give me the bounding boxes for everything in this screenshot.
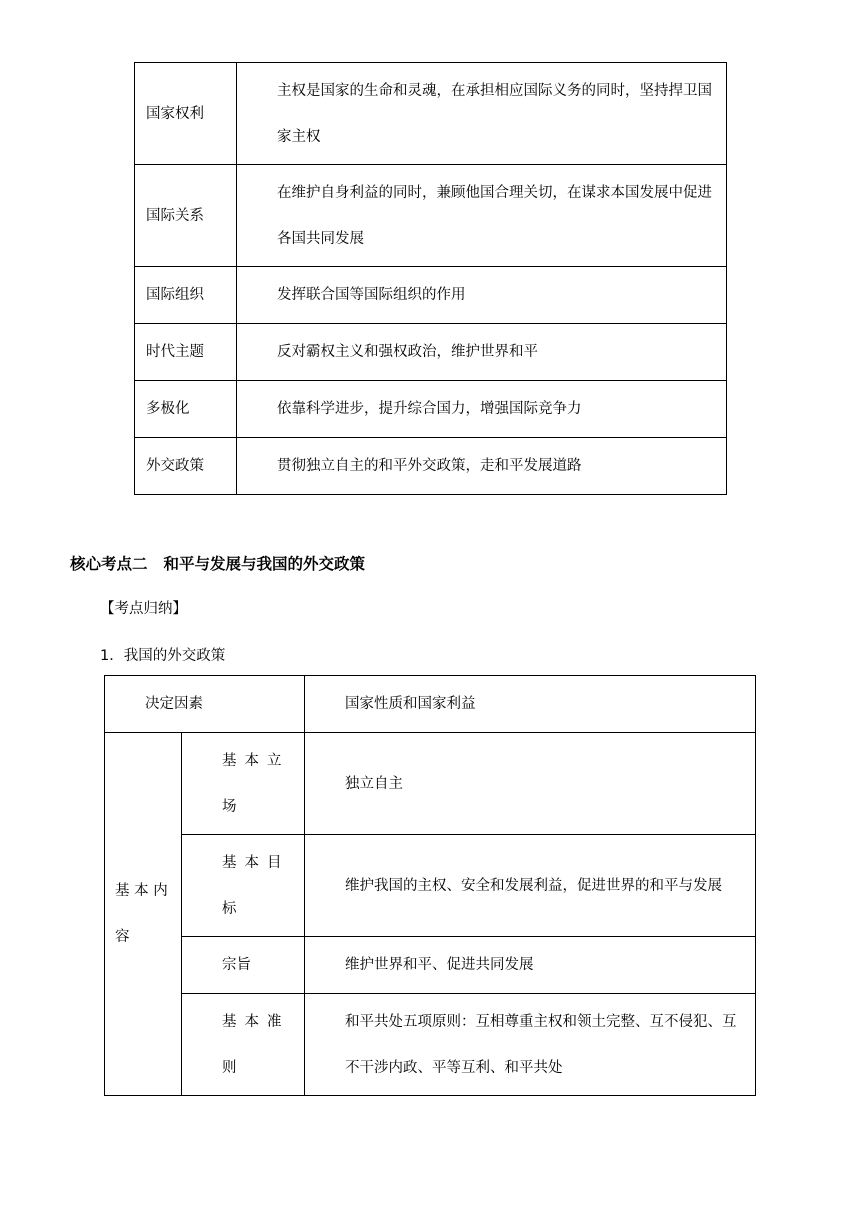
table-row xyxy=(135,438,727,495)
table-row xyxy=(105,835,756,937)
table-row xyxy=(135,63,727,165)
table-row xyxy=(105,676,756,733)
group-label: 基 本 内容 xyxy=(105,733,182,1096)
table-row xyxy=(105,994,756,1096)
row-content: 维护世界和平、促进共同发展 xyxy=(305,937,756,994)
row-label: 国际组织 xyxy=(135,267,237,324)
row-label: 外交政策 xyxy=(135,438,237,495)
row-content: 发挥联合国等国际组织的作用 xyxy=(237,267,727,324)
row-label: 国际关系 xyxy=(135,165,237,267)
row-content: 独立自主 xyxy=(305,733,756,835)
subheading: 【考点归纳】 xyxy=(100,601,187,617)
table-row xyxy=(135,165,727,267)
determinant-value: 国家性质和国家利益 xyxy=(305,676,756,733)
table-row xyxy=(135,267,727,324)
row-label: 多极化 xyxy=(135,381,237,438)
row-label: 时代主题 xyxy=(135,324,237,381)
row-label: 基本立场 xyxy=(182,733,305,835)
determinant-label: 决定因素 xyxy=(105,676,305,733)
row-content: 维护我国的主权、安全和发展利益，促进世界的和平与发展 xyxy=(305,835,756,937)
item-title: 1．我国的外交政策 xyxy=(100,648,226,664)
table-row xyxy=(105,733,756,835)
state-relations-table xyxy=(134,62,727,495)
row-label: 国家权利 xyxy=(135,63,237,165)
row-content: 依靠科学进步，提升综合国力，增强国际竞争力 xyxy=(237,381,727,438)
row-label: 基本目标 xyxy=(182,835,305,937)
row-content: 贯彻独立自主的和平外交政策，走和平发展道路 xyxy=(237,438,727,495)
table-row xyxy=(105,937,756,994)
row-label: 基本准则 xyxy=(182,994,305,1096)
row-label: 宗旨 xyxy=(182,937,305,994)
row-content: 反对霸权主义和强权政治，维护世界和平 xyxy=(237,324,727,381)
row-content: 主权是国家的生命和灵魂，在承担相应国际义务的同时，坚持捍卫国家主权 xyxy=(237,63,727,165)
foreign-policy-table xyxy=(104,675,756,1096)
table-row xyxy=(135,324,727,381)
row-content: 在维护自身利益的同时，兼顾他国合理关切，在谋求本国发展中促进各国共同发展 xyxy=(237,165,727,267)
table-row xyxy=(135,381,727,438)
row-content: 和平共处五项原则：互相尊重主权和领土完整、互不侵犯、互不干涉内政、平等互利、和平共处 xyxy=(305,994,756,1096)
section-title: 核心考点二 和平与发展与我国的外交政策 xyxy=(70,555,366,573)
